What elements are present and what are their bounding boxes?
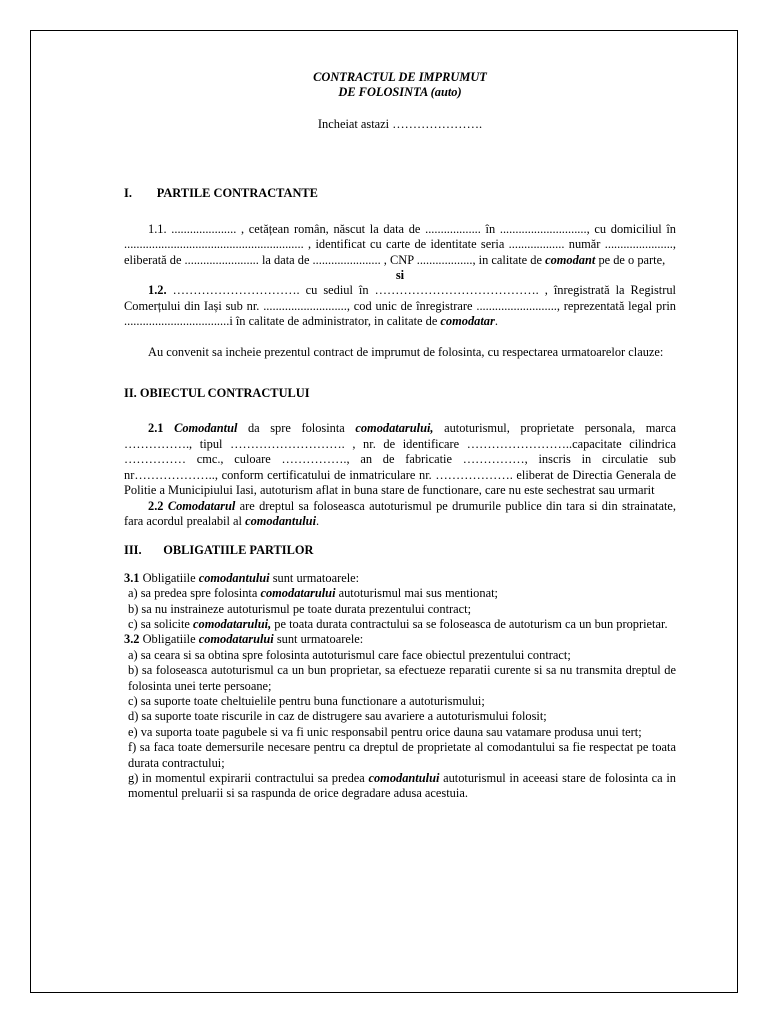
section-2-heading: II. OBIECTUL CONTRACTULUI [124,386,310,401]
date-line: Incheiat astazi …………………. [317,117,483,131]
clause-2-2-party-b: comodantului [245,513,317,528]
obligation-3-1-c-party: comodatarului, [193,616,272,631]
clause-1-2-role: comodatar [440,314,495,329]
obligation-3-2-f: f) sa faca toate demersurile necesare pentru ca dreptul de proprietate al comodantului sa fie respectat pe toata durata contractului; [128,740,676,770]
clause-2-2-number: 2.2 [148,498,168,513]
obligation-3-2-g-party: comodantului [368,771,440,785]
clause-2-2 [124,499,676,530]
document-title-line1: CONTRACTUL DE IMPRUMUT [313,70,487,84]
clause-2-1-party: Comodantul [174,421,238,436]
obligation-3-2-d: d) sa suporte toate riscurile in caz de distrugere sau avariere a autoturismului folosit; [128,709,547,724]
section-1-heading: I. PARTILE CONTRACTANTE [124,186,318,201]
obligation-3-2-g [124,771,676,802]
clause-2-1-text-a: da spre folosinta [237,421,356,436]
clause-2-2-text-b: . [316,513,320,528]
clause-1-1-text: 1.1. ..................... , cetățean român, născut la data de .................. în ............................, cu domiciliul în .......................................................... , identificat cu carte de identitate seria .................. număr ......................, eliberată de ........................ la data de ...................... , CNP .................., in calitate de [124,221,676,267]
clause-1-1 [124,222,676,268]
clause-3-1-party: comodantului [198,570,270,585]
obligation-3-2-b: b) sa foloseasca autoturismul ca un bun proprietar, sa efectueze reparatii curente si sa nu transmita dreptul de folosinta unei terte persoane; [128,663,676,693]
obligation-3-2-e: e) va suporta toate pagubele si va fi unic responsabil pentru orice dauna sau vatamare produsa unui tert; [128,724,642,739]
clause-1-2-text: …………………………. cu sediul în …………………………………. , înregistrată la Registrul Comerțului din Iași sub nr. ..........................., cod unic de înregistrare .........................., reprezentată legal prin ..................................i în calitate de administrator, in calitate de [124,283,676,329]
clause-3-2 [124,632,676,647]
document-title-line2: DE FOLOSINTA (auto) [338,85,462,99]
document-body [124,70,676,802]
obligation-3-1-a-party: comodatarului [260,586,336,601]
clause-3-1-text-b: sunt urmatoarele: [269,570,360,585]
clause-3-1 [124,571,676,586]
clause-2-2-party: Comodatarul [167,498,236,513]
clause-3-2-party: comodatarului [198,632,274,647]
clause-3-1-text: Obligatiile [139,570,199,585]
obligation-3-1-a-tail: autoturismul mai sus mentionat; [335,586,498,601]
clause-3-2-number: 3.2 [124,632,140,647]
obligation-3-1-a [124,586,676,601]
agreement-paragraph: Au convenit sa incheie prezentul contract de imprumut de folosinta, cu respectarea urmatoarelor clauze: [148,344,664,359]
clause-2-1-party-b: comodatarului, [355,421,434,436]
obligation-3-1-c-tail: pe toata durata contractului sa se foloseasca de autoturism ca un bun proprietar. [271,616,668,631]
clause-2-1-number: 2.1 [148,421,175,436]
conjunction-si: si [395,268,405,283]
clause-2-2-text-a: are dreptul sa foloseasca autoturismul pe drumurile publice din tara si din strainatate, fara acordul prealabil al [124,498,676,528]
clause-2-1-text-b: autoturismul, proprietate personala, marca ……………., tipul ………………………. , nr. de identificare ……………………..capacitate cilindrica …………… cmc., culoare ……………., an de fabricatie ……………, inscris in circulatie sub nr……………….., conform certificatului de inmatriculare nr. ………………. eliberat de Directia Generala de Politie a Municipiului Iasi, autoturism aflat in buna stare de functionare, care nu este sechestrat sau urmarit [124,421,676,498]
obligation-3-1-b: b) sa nu instraineze autoturismul pe toate durata prezentului contract; [128,601,472,616]
obligation-3-2-a: a) sa ceara si sa obtina spre folosinta autoturismul care face obiectul prezentului contract; [128,647,571,662]
clause-1-2 [124,283,676,329]
clause-1-2-suffix: . [494,314,498,329]
obligation-3-1-c [124,617,676,632]
clause-3-1-number: 3.1 [124,570,140,585]
obligation-3-2-g-tail: autoturismul in aceeasi stare de folosinta ca in momentul preluarii si sa raspunda de orice degradare adusa acestuia. [128,771,676,801]
clause-3-2-text: Obligatiile [139,632,199,647]
clause-1-1-role: comodant [545,252,596,267]
obligation-3-1-c-text: c) sa solicite [128,616,194,631]
clause-1-1-suffix: pe de o parte, [595,252,666,267]
obligation-3-2-c: c) sa suporte toate cheltuielile pentru buna functionare a autoturismului; [128,693,485,708]
section-3-heading: III. OBLIGATIILE PARTILOR [124,543,314,558]
obligation-3-1-a-text: a) sa predea spre folosinta [128,586,261,601]
clause-1-2-number: 1.2. [148,283,167,298]
obligation-3-2-g-text: g) in momentul expirarii contractului sa predea [128,771,369,785]
clause-2-1 [124,421,676,498]
clause-3-2-text-b: sunt urmatoarele: [273,632,364,647]
